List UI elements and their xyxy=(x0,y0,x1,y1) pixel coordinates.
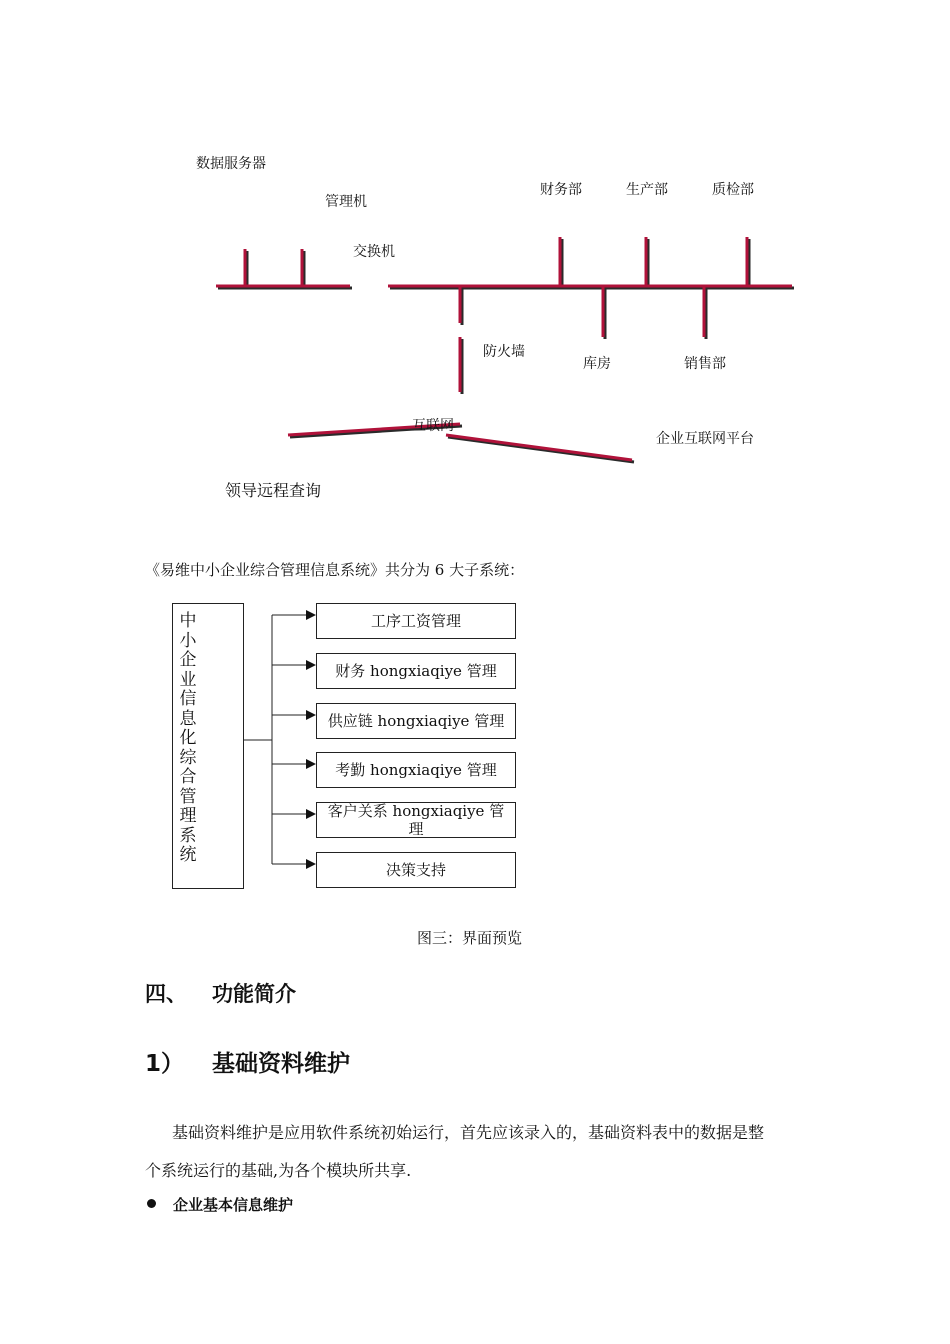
subsystem-box xyxy=(316,752,516,788)
subsection-number: 1） xyxy=(145,1051,185,1077)
figure-caption: 图三：界面预览 xyxy=(417,929,523,947)
arrowhead-icon xyxy=(306,859,316,869)
arrowhead-icon xyxy=(306,610,316,620)
root-system-label: 中小企业信息化综合管理系统 xyxy=(179,611,197,865)
bullet-dot-icon xyxy=(147,1199,156,1208)
subsection-title: 基础资料维护 xyxy=(212,1051,350,1077)
subsystem-label: 工序工资管理 xyxy=(370,612,461,630)
subsystem-box xyxy=(316,852,516,888)
section-title: 功能简介 xyxy=(212,982,296,1006)
paragraph-line-2: 个系统运行的基础,为各个模块所共享. xyxy=(145,1161,412,1180)
arrowhead-icon xyxy=(306,809,316,819)
label-sales: 销售部 xyxy=(684,356,726,372)
subsystem-label: 决策支持 xyxy=(385,861,446,879)
label-remote-query: 领导远程查询 xyxy=(225,481,322,500)
section-number: 四、 xyxy=(145,982,187,1006)
subsystem-label: 供应链 hongxiaqiye 管理 xyxy=(327,712,505,730)
intro-line: 《易维中小企业综合管理信息系统》共分为 6 大子系统： xyxy=(145,561,525,579)
subsystem-label: 考勤 hongxiaqiye 管理 xyxy=(335,761,497,779)
label-finance: 财务部 xyxy=(540,182,582,198)
label-platform: 企业互联网平台 xyxy=(656,431,754,447)
label-warehouse: 库房 xyxy=(583,356,611,372)
label-production: 生产部 xyxy=(626,182,668,198)
subsystem-box xyxy=(316,653,516,689)
arrowhead-icon xyxy=(306,710,316,720)
bullet-item: 企业基本信息维护 xyxy=(173,1196,294,1214)
arrowhead-icon xyxy=(306,660,316,670)
subsystem-box xyxy=(316,703,516,739)
paragraph-line-1: 基础资料维护是应用软件系统初始运行，首先应该录入的，基础资料表中的数据是整 xyxy=(172,1123,765,1142)
label-firewall: 防火墙 xyxy=(483,344,525,360)
subsystem-arrows xyxy=(272,610,316,869)
subsystem-box xyxy=(316,802,516,838)
label-switch: 交换机 xyxy=(353,244,395,260)
label-data-server: 数据服务器 xyxy=(196,156,266,172)
label-manager-pc: 管理机 xyxy=(325,194,367,210)
subsystem-label: 财务 hongxiaqiye 管理 xyxy=(335,662,497,680)
label-qc: 质检部 xyxy=(712,182,754,198)
subsystem-box xyxy=(316,603,516,639)
subsystem-label: 客户关系 hongxiaqiye 管理 xyxy=(327,802,505,838)
arrowhead-icon xyxy=(306,759,316,769)
label-internet: 互联网 xyxy=(412,418,454,434)
